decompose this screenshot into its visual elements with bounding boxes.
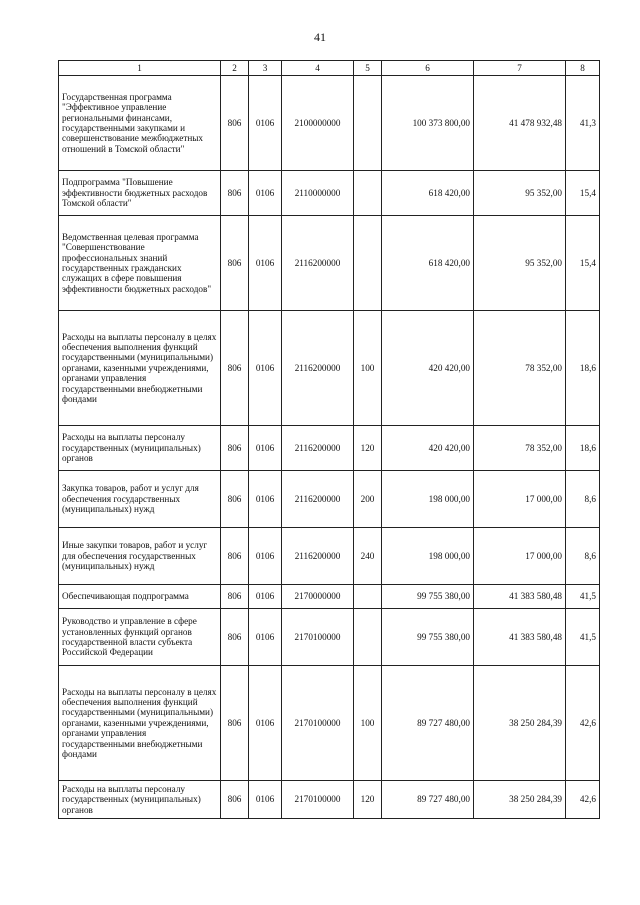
section-code-cell: 0106: [249, 471, 282, 528]
row-name-cell: Закупка товаров, работ и услуг для обеспечения государственных (муниципальных) нужд: [59, 471, 221, 528]
target-article-cell: 2170100000: [282, 609, 354, 666]
column-header: 8: [566, 61, 600, 76]
percent-cell: 15,4: [566, 216, 600, 311]
expense-type-cell: 120: [354, 426, 382, 471]
table-row: [59, 609, 600, 666]
chapter-code-cell: 806: [221, 216, 249, 311]
section-code-cell: 0106: [249, 311, 282, 426]
table-body: [59, 76, 600, 819]
chapter-code-cell: 806: [221, 585, 249, 609]
chapter-code-cell: 806: [221, 171, 249, 216]
percent-cell: 41,5: [566, 585, 600, 609]
column-header: 6: [382, 61, 474, 76]
table-row: [59, 171, 600, 216]
section-code-cell: 0106: [249, 781, 282, 819]
chapter-code-cell: 806: [221, 471, 249, 528]
column-header: 4: [282, 61, 354, 76]
row-name-cell: Расходы на выплаты персоналу государственных (муниципальных) органов: [59, 426, 221, 471]
column-header: 7: [474, 61, 566, 76]
column-header: 2: [221, 61, 249, 76]
section-code-cell: 0106: [249, 585, 282, 609]
row-name-cell: Подпрограмма "Повышение эффективности бюджетных расходов Томской области": [59, 171, 221, 216]
table-row: [59, 76, 600, 171]
executed-amount-cell: 41 383 580,48: [474, 585, 566, 609]
section-code-cell: 0106: [249, 76, 282, 171]
planned-amount-cell: 99 755 380,00: [382, 609, 474, 666]
executed-amount-cell: 41 478 932,48: [474, 76, 566, 171]
planned-amount-cell: 89 727 480,00: [382, 666, 474, 781]
percent-cell: 8,6: [566, 528, 600, 585]
chapter-code-cell: 806: [221, 781, 249, 819]
chapter-code-cell: 806: [221, 426, 249, 471]
expense-type-cell: [354, 609, 382, 666]
target-article-cell: 2100000000: [282, 76, 354, 171]
executed-amount-cell: 38 250 284,39: [474, 781, 566, 819]
section-code-cell: 0106: [249, 528, 282, 585]
expense-type-cell: [354, 76, 382, 171]
table-row: [59, 666, 600, 781]
percent-cell: 18,6: [566, 426, 600, 471]
budget-table: [58, 60, 600, 819]
expense-type-cell: 200: [354, 471, 382, 528]
executed-amount-cell: 41 383 580,48: [474, 609, 566, 666]
expense-type-cell: [354, 216, 382, 311]
planned-amount-cell: 420 420,00: [382, 426, 474, 471]
executed-amount-cell: 95 352,00: [474, 216, 566, 311]
chapter-code-cell: 806: [221, 609, 249, 666]
row-name-cell: Руководство и управление в сфере установленных функций органов государственной власти субъекта Российской Федерации: [59, 609, 221, 666]
table-row: [59, 528, 600, 585]
percent-cell: 42,6: [566, 666, 600, 781]
section-code-cell: 0106: [249, 426, 282, 471]
target-article-cell: 2116200000: [282, 471, 354, 528]
expense-type-cell: 120: [354, 781, 382, 819]
planned-amount-cell: 618 420,00: [382, 216, 474, 311]
executed-amount-cell: 17 000,00: [474, 471, 566, 528]
executed-amount-cell: 78 352,00: [474, 426, 566, 471]
table-row: [59, 216, 600, 311]
row-name-cell: Обеспечивающая подпрограмма: [59, 585, 221, 609]
executed-amount-cell: 17 000,00: [474, 528, 566, 585]
section-code-cell: 0106: [249, 666, 282, 781]
column-header: 1: [59, 61, 221, 76]
table-row: [59, 471, 600, 528]
planned-amount-cell: 89 727 480,00: [382, 781, 474, 819]
target-article-cell: 2116200000: [282, 216, 354, 311]
target-article-cell: 2170100000: [282, 666, 354, 781]
target-article-cell: 2116200000: [282, 528, 354, 585]
percent-cell: 41,5: [566, 609, 600, 666]
percent-cell: 8,6: [566, 471, 600, 528]
chapter-code-cell: 806: [221, 311, 249, 426]
expense-type-cell: 100: [354, 666, 382, 781]
table-row: [59, 426, 600, 471]
row-name-cell: Расходы на выплаты персоналу государственных (муниципальных) органов: [59, 781, 221, 819]
page-number: 41: [314, 30, 326, 44]
section-code-cell: 0106: [249, 216, 282, 311]
percent-cell: 42,6: [566, 781, 600, 819]
table-row: [59, 311, 600, 426]
percent-cell: 15,4: [566, 171, 600, 216]
section-code-cell: 0106: [249, 609, 282, 666]
executed-amount-cell: 38 250 284,39: [474, 666, 566, 781]
planned-amount-cell: 100 373 800,00: [382, 76, 474, 171]
expense-type-cell: 240: [354, 528, 382, 585]
percent-cell: 18,6: [566, 311, 600, 426]
planned-amount-cell: 198 000,00: [382, 528, 474, 585]
column-header: 3: [249, 61, 282, 76]
target-article-cell: 2170100000: [282, 781, 354, 819]
chapter-code-cell: 806: [221, 666, 249, 781]
planned-amount-cell: 420 420,00: [382, 311, 474, 426]
table-header-row: [59, 61, 600, 76]
row-name-cell: Иные закупки товаров, работ и услуг для обеспечения государственных (муниципальных) нужд: [59, 528, 221, 585]
expense-type-cell: [354, 585, 382, 609]
target-article-cell: 2110000000: [282, 171, 354, 216]
table-row: [59, 585, 600, 609]
planned-amount-cell: 198 000,00: [382, 471, 474, 528]
row-name-cell: Ведомственная целевая программа "Совершенствование профессиональных знаний государственных гражданских служащих в сфере повышения эффективности бюджетных расходов": [59, 216, 221, 311]
expense-type-cell: [354, 171, 382, 216]
chapter-code-cell: 806: [221, 76, 249, 171]
planned-amount-cell: 618 420,00: [382, 171, 474, 216]
table-row: [59, 781, 600, 819]
target-article-cell: 2170000000: [282, 585, 354, 609]
column-header: 5: [354, 61, 382, 76]
section-code-cell: 0106: [249, 171, 282, 216]
executed-amount-cell: 78 352,00: [474, 311, 566, 426]
percent-cell: 41,3: [566, 76, 600, 171]
row-name-cell: Расходы на выплаты персоналу в целях обеспечения выполнения функций государственными (муниципальными) органами, казенными учреждениями, органами управления государственными внебюджетными фондами: [59, 666, 221, 781]
row-name-cell: Расходы на выплаты персоналу в целях обеспечения выполнения функций государственными (муниципальными) органами, казенными учреждениями, органами управления государственными внебюджетными фондами: [59, 311, 221, 426]
row-name-cell: Государственная программа "Эффективное управление региональными финансами, государственными закупками и совершенствование межбюджетных отношений в Томской области": [59, 76, 221, 171]
expense-type-cell: 100: [354, 311, 382, 426]
planned-amount-cell: 99 755 380,00: [382, 585, 474, 609]
executed-amount-cell: 95 352,00: [474, 171, 566, 216]
target-article-cell: 2116200000: [282, 311, 354, 426]
target-article-cell: 2116200000: [282, 426, 354, 471]
chapter-code-cell: 806: [221, 528, 249, 585]
